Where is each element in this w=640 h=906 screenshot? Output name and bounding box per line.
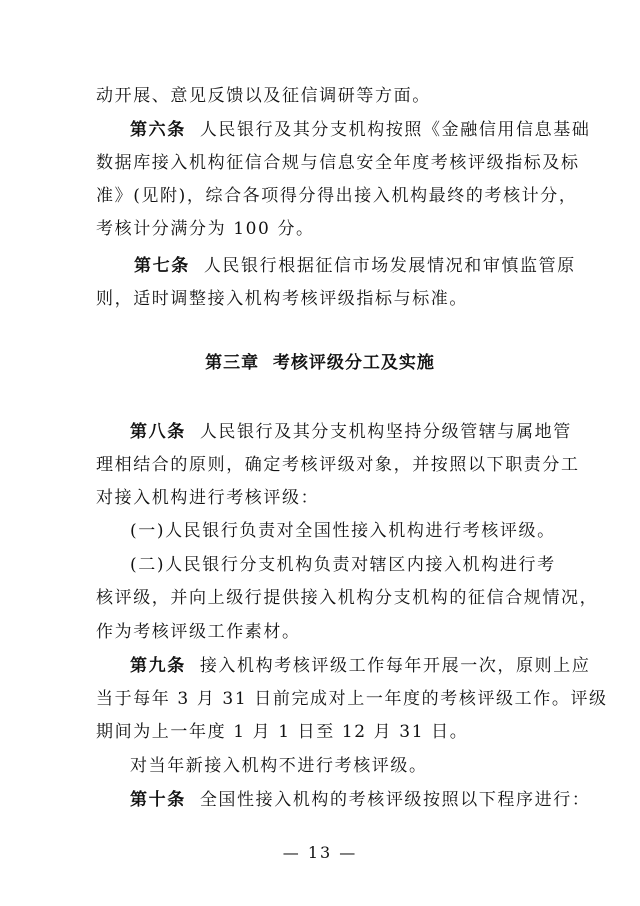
article-6-text: 人民银行及其分支机构按照《金融信用信息基础: [199, 120, 591, 140]
article-7-line-2: 则，适时调整接入机构考核评级指标与标准。: [96, 289, 468, 309]
article-7-heading: 第七条: [134, 256, 190, 276]
page-number: — 13 —: [282, 843, 358, 862]
article-8-item-1: (一)人民银行负责对全国性接入机构进行考核评级。: [130, 521, 556, 541]
chapter-title: 第三章 考核评级分工及实施: [205, 353, 435, 373]
article-8-item-2-line-1: (二)人民银行分支机构负责对辖区内接入机构进行考: [130, 555, 556, 575]
article-8-first-line: [130, 420, 572, 444]
article-8-line-2: 理相结合的原则，确定考核评级对象，并按照以下职责分工: [96, 455, 580, 475]
article-7-first-line: [134, 254, 576, 278]
article-9-first-line: [130, 654, 591, 678]
article-6-first-line: [130, 118, 591, 142]
article-8-text: 人民银行及其分支机构坚持分级管辖与属地管: [199, 422, 572, 442]
article-7-text: 人民银行根据征信市场发展情况和审慎监管原: [203, 256, 576, 276]
article-8-item-2-line-3: 作为考核评级工作素材。: [96, 622, 301, 642]
article-8-item-2-line-2: 核评级，并向上级行提供接入机构分支机构的征信合规情况，: [96, 588, 599, 608]
article-9-line-2: 当于每年 3 月 31 日前完成对上一年度的考核评级工作。评级: [96, 689, 608, 709]
article-10-line: [130, 788, 591, 812]
article-6-line-3: 准》(见附)，综合各项得分得出接入机构最终的考核计分，: [96, 186, 578, 206]
article-9-line-3: 期间为上一年度 1 月 1 日至 12 月 31 日。: [96, 722, 469, 742]
article-6-line-2: 数据库接入机构征信合规与信息安全年度考核评级指标及标: [96, 153, 580, 173]
article-10-text: 全国性接入机构的考核评级按照以下程序进行：: [199, 790, 591, 810]
article-9-text: 接入机构考核评级工作每年开展一次，原则上应: [199, 656, 591, 676]
intro-line: 动开展、意见反馈以及征信调研等方面。: [96, 86, 431, 106]
article-9-heading: 第九条: [130, 656, 186, 676]
article-8-line-3: 对接入机构进行考核评级：: [96, 488, 320, 508]
article-9-note: 对当年新接入机构不进行考核评级。: [130, 756, 428, 776]
article-10-heading: 第十条: [130, 790, 186, 810]
article-8-heading: 第八条: [130, 422, 186, 442]
article-6-heading: 第六条: [130, 120, 186, 140]
article-6-line-4: 考核计分满分为 100 分。: [96, 219, 315, 239]
